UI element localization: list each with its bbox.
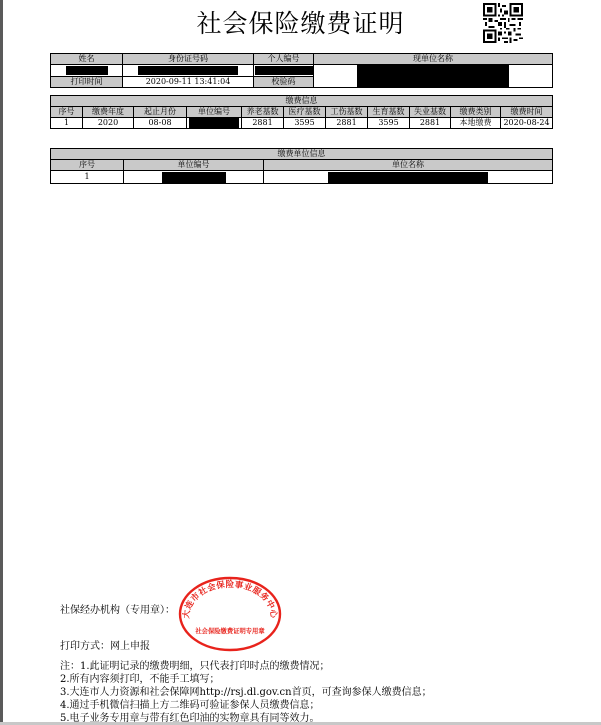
table-cell: 3595 <box>284 118 326 129</box>
column-header: 序号 <box>51 107 83 118</box>
personal-number-value <box>254 65 314 77</box>
column-header: 单位名称 <box>264 160 553 171</box>
id-number-value <box>123 65 254 77</box>
id-number-label: 身份证号码 <box>123 54 254 65</box>
personal-info-table <box>50 53 553 88</box>
column-header: 缴费时间 <box>501 107 553 118</box>
table-row <box>51 171 553 184</box>
column-header: 缴费年度 <box>83 107 134 118</box>
table-cell: 1 <box>51 118 83 129</box>
print-time-value: 2020-09-11 13:41:04 <box>123 76 254 88</box>
payment-section-title: 缴费信息 <box>51 96 553 107</box>
column-header: 单位编号 <box>187 107 242 118</box>
payment-unit-table <box>50 148 553 184</box>
payment-info-table <box>50 95 553 129</box>
table-row <box>51 118 553 129</box>
column-header: 单位编号 <box>124 160 264 171</box>
note-line: 3.大连市人力资源和社会保障网http://rsj.dl.gov.cn首页，可查询参保人缴费信息； <box>60 687 432 698</box>
column-header: 序号 <box>51 160 124 171</box>
seal-center-text: 社会保险缴费证明专用章 <box>195 628 265 635</box>
print-method: 打印方式：网上申报 <box>60 641 150 652</box>
unit-section-title: 缴费单位信息 <box>51 149 553 160</box>
verify-code-label: 校验码 <box>254 76 314 88</box>
redacted-unit-number <box>189 118 239 128</box>
table-cell: 08-08 <box>134 118 187 129</box>
table-cell: 2881 <box>326 118 368 129</box>
redacted-id-number <box>138 66 238 75</box>
column-header: 缴费类别 <box>451 107 501 118</box>
unit-number-cell <box>124 171 264 184</box>
table-cell: 2881 <box>410 118 451 129</box>
unit-name-cell <box>264 171 553 184</box>
page-edge <box>0 0 3 725</box>
personal-number-label: 个人编号 <box>254 54 314 65</box>
qr-code-icon[interactable] <box>483 3 523 43</box>
table-cell: 2020 <box>83 118 134 129</box>
unit-number-cell <box>187 118 242 129</box>
print-time-label: 打印时间 <box>51 76 123 88</box>
table-cell: 1 <box>51 171 124 184</box>
redacted-unit-number <box>162 172 226 183</box>
table-cell: 2020-08-24 <box>501 118 553 129</box>
note-line: 2.所有内容须打印，不能手工填写； <box>60 674 220 685</box>
column-header: 失业基数 <box>410 107 451 118</box>
seal-ring-text: 大连市社会保险事业服务中心 <box>180 579 280 619</box>
redacted-name <box>66 66 108 75</box>
stamp-label: 社保经办机构（专用章）： <box>60 605 175 616</box>
table-cell: 本地缴费 <box>451 118 501 129</box>
official-seal <box>176 575 284 653</box>
column-header: 医疗基数 <box>284 107 326 118</box>
column-header: 养老基数 <box>242 107 284 118</box>
redacted-personal-number <box>255 66 313 75</box>
column-header: 工伤基数 <box>326 107 368 118</box>
name-value <box>51 65 123 77</box>
redacted-unit-name <box>357 65 509 87</box>
notes <box>60 660 432 725</box>
table-cell: 3595 <box>368 118 410 129</box>
column-header: 起止月份 <box>134 107 187 118</box>
note-line: 4.通过手机微信扫描上方二维码可验证参保人员缴费信息； <box>60 700 320 711</box>
table-cell: 2881 <box>242 118 284 129</box>
name-label: 姓名 <box>51 54 123 65</box>
note-line: 5.电子业务专用章与带有红色印油的实物章具有同等效力。 <box>60 713 320 724</box>
current-unit-label: 现单位名称 <box>314 54 553 65</box>
note-line: 注：1.此证明记录的缴费明细，只代表打印时点的缴费情况； <box>60 661 330 672</box>
current-unit-value <box>314 65 553 88</box>
redacted-unit-name <box>328 172 488 183</box>
column-header: 生育基数 <box>368 107 410 118</box>
document-title: 社会保险缴费证明 <box>196 9 405 38</box>
